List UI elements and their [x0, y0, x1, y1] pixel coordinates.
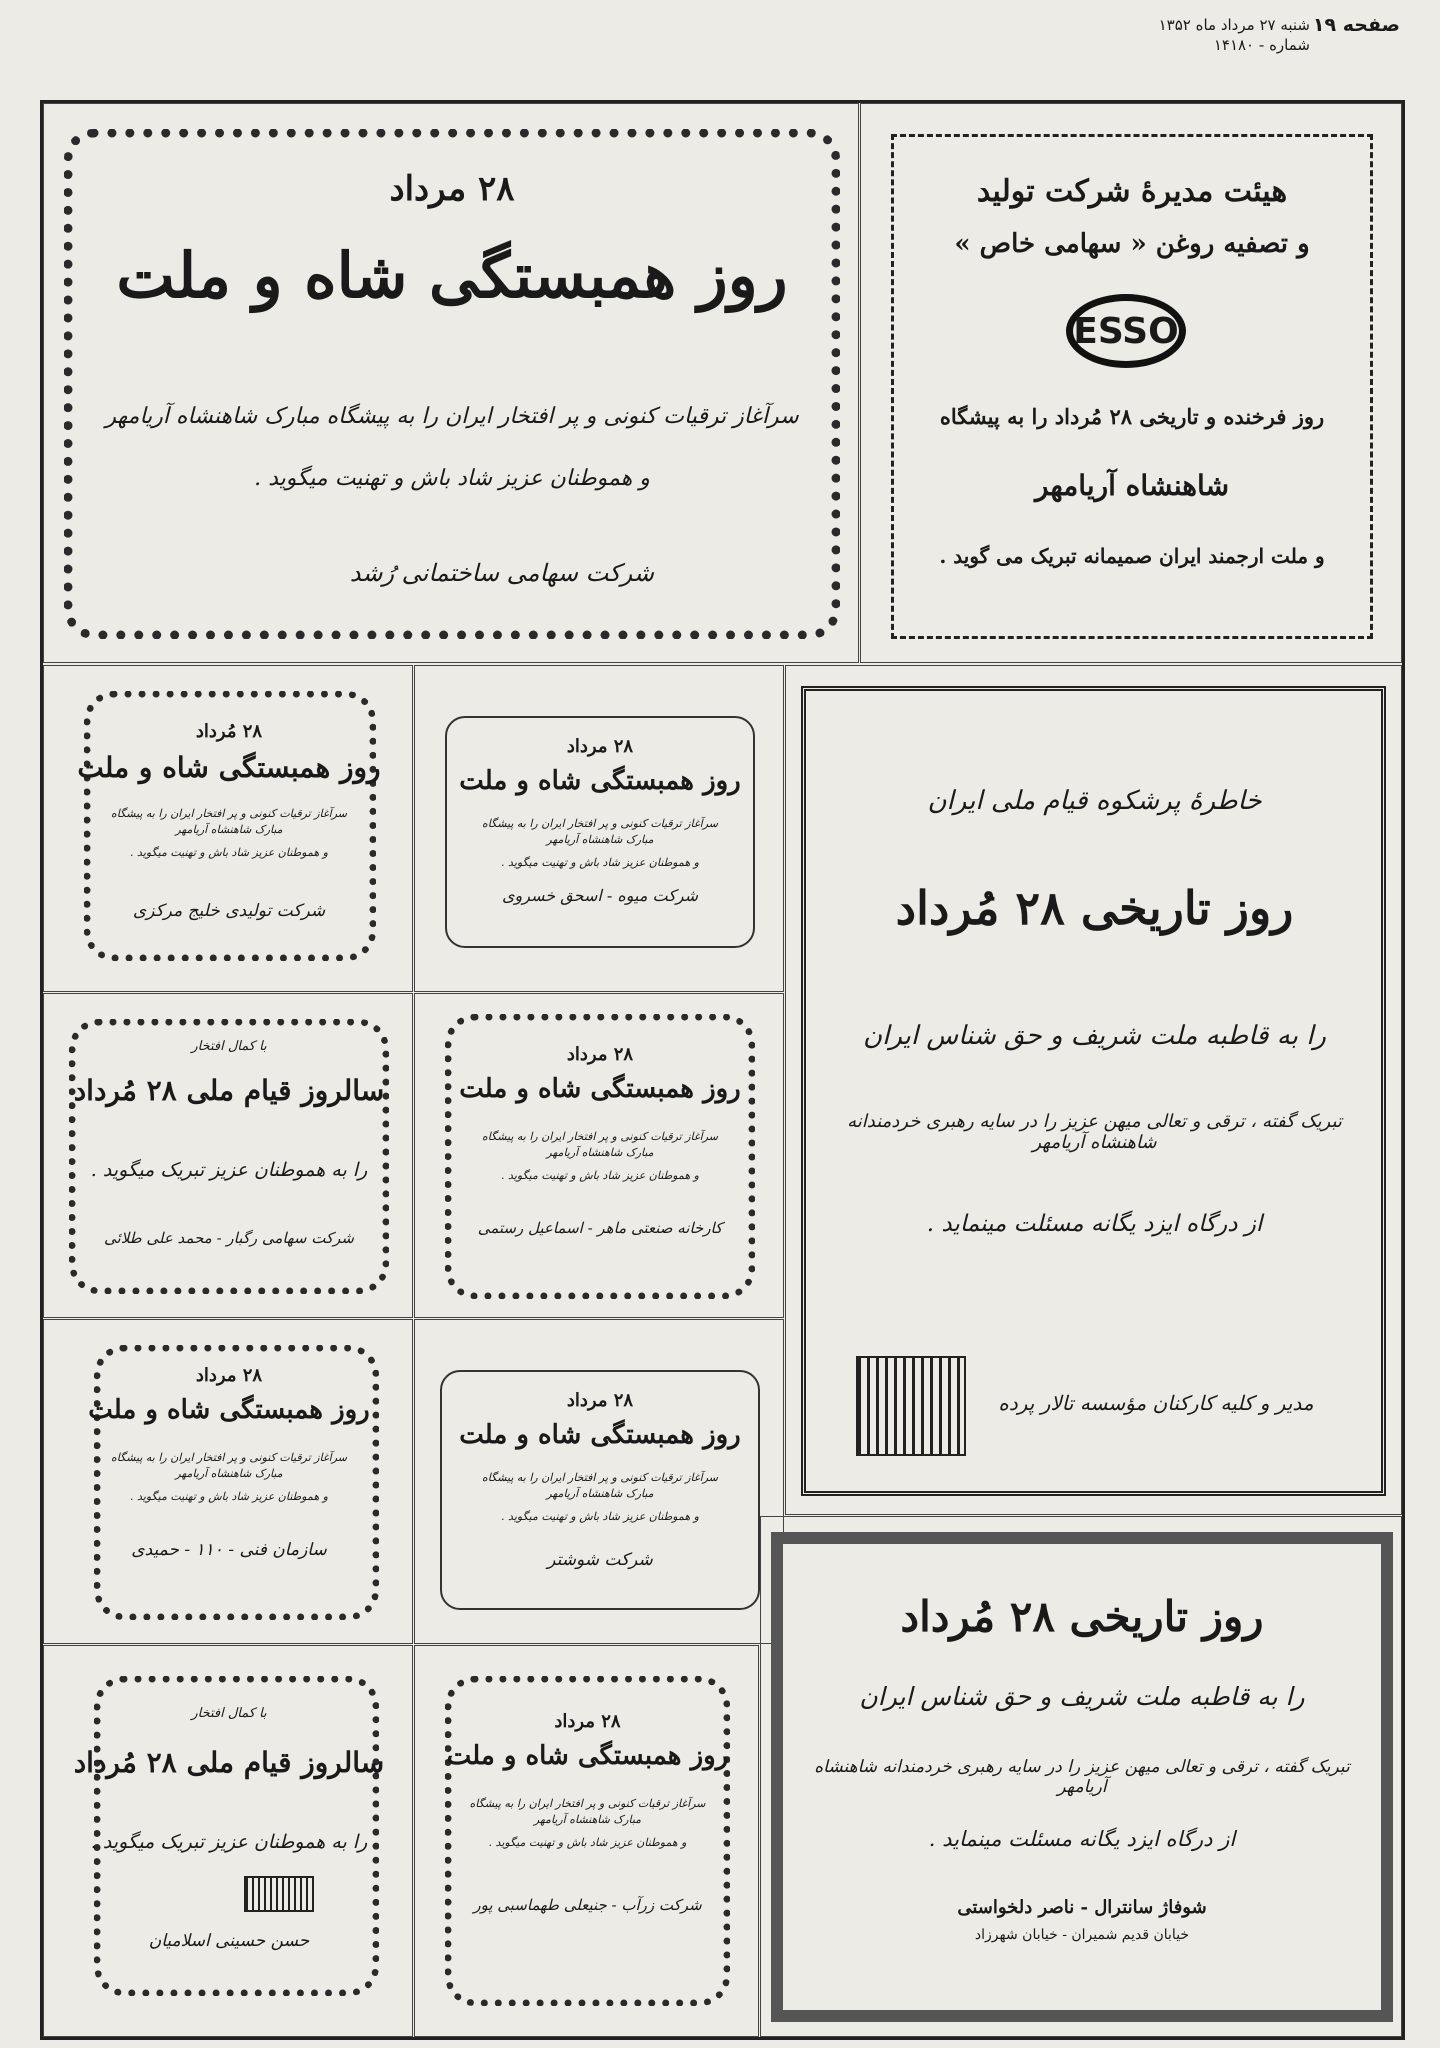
ad-date: ۲۸ مُرداد: [195, 721, 263, 742]
ad-signer: شرکت زرآب - جنیعلی طهماسبی پور: [473, 1896, 702, 1914]
ad-body-line2: و هموطنان عزیز شاد باش و تهنیت میگوید .: [501, 1169, 699, 1182]
ad-body-line2: و هموطنان عزیز شاد باش و تهنیت میگوید .: [488, 1836, 687, 1849]
ad-body-line2: و هموطنان عزیز شاد باش و تهنیت میگوید .: [254, 466, 650, 491]
ad-title: سالروز قیام ملی ۲۸ مُرداد: [73, 1074, 385, 1107]
ad-date: ۲۸ مرداد: [566, 1044, 634, 1065]
ad-date: ۲۸ مرداد: [554, 1711, 621, 1732]
ad-date: ۲۸ مرداد: [195, 1365, 263, 1386]
small-ad-4: [414, 993, 784, 1318]
ad-date: ۲۸ مرداد: [389, 169, 515, 209]
shofaz-line1: را به قاطبه ملت شریف و حق شناس ایران: [859, 1682, 1305, 1711]
ad-title: روز همبستگی شاه و ملت: [459, 1420, 741, 1450]
ad-talar-pardeh: [785, 665, 1402, 1515]
issue-number: شماره - ۱۴۱۸۰: [1213, 36, 1310, 54]
dotted-border: [94, 1345, 379, 1620]
ad-shofaz: [760, 1516, 1402, 2037]
ad-title: روز همبستگی شاه و ملت: [116, 239, 788, 312]
ad-title: روز همبستگی شاه و ملت: [459, 766, 741, 796]
talar-line4: از درگاه ایزد یگانه مسئلت مینماید .: [926, 1211, 1263, 1237]
ad-signer: سازمان فنی - ۱۱۰ - حمیدی: [131, 1540, 327, 1560]
page-header: [900, 14, 1400, 54]
small-ad-8: [414, 1645, 759, 2037]
talar-logo: [856, 1356, 966, 1456]
ad-title: روز همبستگی شاه و ملت: [446, 1741, 729, 1771]
esso-line4: شاهنشاه آریامهر: [1034, 469, 1230, 502]
talar-line2: را به قاطبه ملت شریف و حق شناس ایران: [863, 1021, 1326, 1051]
ad-body-line1: سرآغاز ترقیات کنونی و پر افتخار ایران را به پیشگاه مبارک شاهنشاه آریامهر: [111, 807, 347, 836]
ad-signer: شرکت میوه - اسحق خسروی: [501, 886, 699, 905]
ad-date: ۲۸ مرداد: [566, 736, 634, 757]
ad-title: روز همبستگی شاه و ملت: [88, 1395, 370, 1425]
ad-body-line1: را به هموطنان عزیز تبریک میگوید .: [90, 1831, 368, 1853]
small-ad-3: [43, 993, 413, 1318]
ad-top: با کمال افتخار: [191, 1706, 267, 1721]
ad-body-line2: و هموطنان عزیز شاد باش و تهنیت میگوید .: [501, 856, 699, 869]
ad-body-line2: و هموطنان عزیز شاد باش و تهنیت میگوید .: [130, 846, 328, 859]
talar-signer: مدیر و کلیه کارکنان مؤسسه تالار پرده: [998, 1391, 1314, 1415]
ad-body-line1: سرآغاز ترقیات کنونی و پر افتخار ایران را به پیشگاه مبارک شاهنشاه آریامهر: [482, 1471, 718, 1500]
ad-body-line1: سرآغاز ترقیات کنونی و پر افتخار ایران را به پیشگاه مبارک شاهنشاه آریامهر: [469, 1797, 706, 1826]
ad-body-line1: سرآغاز ترقیات کنونی و پر افتخار ایران را به پیشگاه مبارک شاهنشاه آریامهر: [105, 404, 799, 429]
ad-body-line2: و هموطنان عزیز شاد باش و تهنیت میگوید .: [501, 1510, 699, 1523]
esso-line3: روز فرخنده و تاریخی ۲۸ مُرداد را به پیشگاه: [939, 404, 1325, 429]
esso-line2: و تصفیه روغن « سهامی خاص »: [954, 229, 1310, 259]
shofaz-line3: از درگاه ایزد یگانه مسئلت مینماید .: [928, 1827, 1236, 1851]
ad-body-line1: سرآغاز ترقیات کنونی و پر افتخار ایران را به پیشگاه مبارک شاهنشاه آریامهر: [482, 1130, 718, 1159]
small-ad-1: [43, 665, 413, 992]
shofaz-signer: شوفاژ سانترال - ناصر دلخواستی: [957, 1897, 1207, 1918]
esso-line1: هیئت مدیرهٔ شرکت تولید: [976, 174, 1288, 209]
issue-date: شنبه ۲۷ مرداد ماه ۱۳۵۲: [1158, 16, 1310, 34]
esso-line5: و ملت ارجمند ایران صمیمانه تبریک می گوید .: [939, 544, 1325, 568]
small-ad-6: [414, 1319, 784, 1644]
ad-body-line1: سرآغاز ترقیات کنونی و پر افتخار ایران را به پیشگاه مبارک شاهنشاه آریامهر: [111, 1451, 347, 1480]
ad-title: روز همبستگی شاه و ملت: [459, 1074, 741, 1104]
ad-signer: حسن حسینی اسلامیان: [148, 1931, 310, 1951]
ad-signer: کارخانه صنعتی ماهر - اسماعیل رستمی: [477, 1219, 723, 1237]
ad-body-line1: را به هموطنان عزیز تبریک میگوید .: [90, 1159, 368, 1181]
page-number: صفحه ۱۹: [1312, 14, 1400, 36]
talar-title: روز تاریخی ۲۸ مُرداد: [895, 881, 1294, 935]
small-ad-2: [414, 665, 784, 992]
shofaz-address: خیابان قدیم شمیران - خیابان شهرزاد: [974, 1927, 1190, 1943]
ad-esso: [860, 103, 1402, 663]
ad-body-line2: و هموطنان عزیز شاد باش و تهنیت میگوید .: [130, 1490, 328, 1503]
shofaz-line2: تبریک گفته ، ترقی و تعالی میهن عزیز را در سایه رهبری خردمندانه شاهنشاه آریامهر: [814, 1757, 1350, 1797]
ad-signer: شرکت سهامی ساختمانی رُشد: [349, 559, 654, 587]
ad-title: روز همبستگی شاه و ملت: [77, 751, 381, 784]
ad-logo: [244, 1876, 314, 1912]
ad-body-line1: سرآغاز ترقیات کنونی و پر افتخار ایران را به پیشگاه مبارک شاهنشاه آریامهر: [482, 817, 718, 846]
dotted-border: [69, 1019, 389, 1294]
ad-signer: شرکت سهامی رگبار - محمد علی طلائی: [104, 1229, 354, 1247]
ad-roshd: [43, 103, 859, 663]
talar-line3: تبریک گفته ، ترقی و تعالی میهن عزیز را در سایه رهبری خردمندانه شاهنشاه آریامهر: [847, 1111, 1342, 1153]
ad-title: سالروز قیام ملی ۲۸ مُرداد: [73, 1746, 385, 1779]
ad-top: با کمال افتخار: [191, 1039, 267, 1054]
ad-signer: شرکت شوشتر: [547, 1550, 653, 1570]
shofaz-title: روز تاریخی ۲۸ مُرداد: [900, 1592, 1264, 1641]
small-ad-5: [43, 1319, 413, 1644]
ad-signer: شرکت تولیدی خلیج مرکزی: [132, 901, 326, 921]
esso-logo: ESSO: [1066, 294, 1186, 368]
ad-date: ۲۸ مرداد: [566, 1390, 634, 1411]
small-ad-7: [43, 1645, 413, 2037]
talar-line1: خاطرهٔ پرشکوه قیام ملی ایران: [927, 786, 1262, 816]
